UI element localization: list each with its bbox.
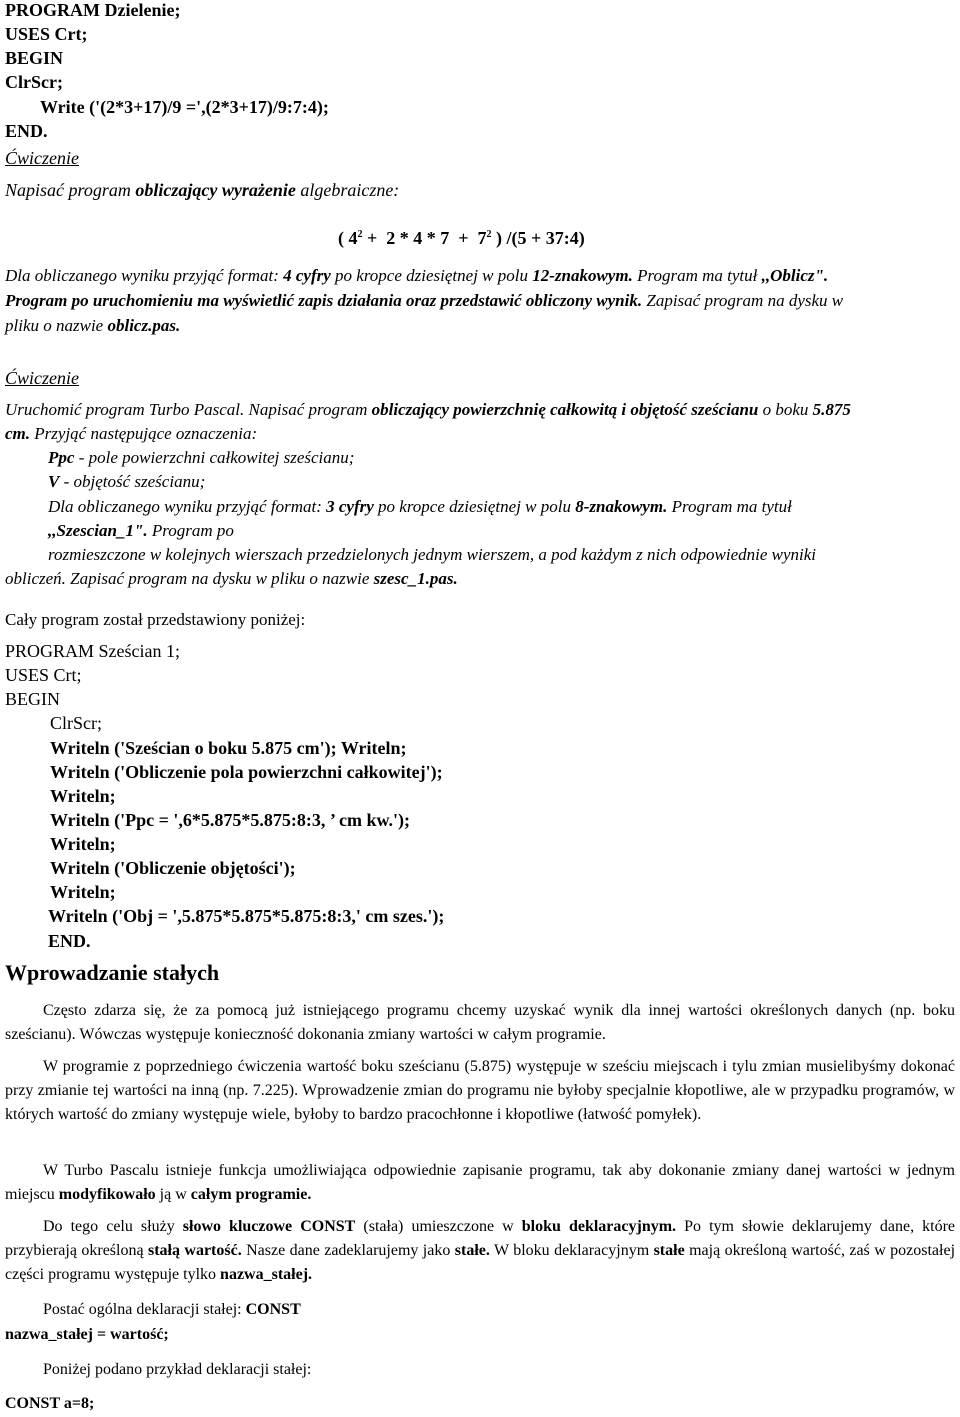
exercise-text: Uruchomić program Turbo Pascal. Napisać program obliczający powierzchnię całkowitą i objętość sześcianu o boku 5.875 [5,400,851,419]
example-intro: Poniżej podano przykład deklaracji stałej: [43,1361,312,1378]
example-code: CONST a=8; [5,1395,95,1412]
code-line: Write ('(2*3+17)/9 =',(2*3+17)/9:7:4); [40,97,329,117]
section-heading: Wprowadzanie stałych [5,960,220,985]
code-line: Writeln ('Ppc = ',6*5.875*5.875:8:3, ’ cm kw.'); [50,810,411,830]
code-line: PROGRAM Sześcian 1; [5,641,180,661]
program-intro: Cały program został przedstawiony poniżej: [5,610,306,629]
code-line: END. [5,121,48,141]
code-line: USES Crt; [5,24,88,44]
code-line: BEGIN [5,48,64,68]
exercise-text: ,,Szescian_1". Program po [48,521,234,540]
code-line: END. [48,931,91,951]
paragraph: W programie z poprzedniego ćwiczenia wartość boku sześcianu (5.875) występuje w sześciu miejscach i tylu zmian musielibyśmy dokonać przy zmianie tej wartości na inną (np. 7.225). Wprowadzenie zmian do programu nie byłoby specjalnie kłopotliwe, ale w przypadku programów, w których wartość do zmiany występuje wiele, byłoby to bardzo pracochłonne i kłopotliwe (łatwość pomyłek). [5,1058,955,1123]
exercise-text: Program po uruchomieniu ma wyświetlić zapis działania oraz przedstawić obliczony wynik. Zapisać program na dysku w [5,291,844,310]
declaration-syntax: nazwa_stałej = wartość; [5,1326,169,1343]
code-line: Writeln; [50,786,116,806]
paragraph: Często zdarza się, że za pomocą już istniejącego programu chcemy uzyskać wynik dla innej wartości określonych danych (np. boku sześcianu). Wówczas występuje konieczność dokonania zmiany wartości w całym programie. [5,1002,955,1043]
exercise-text: Dla obliczanego wyniku przyjąć format: 3 cyfry po kropce dziesiętnej w polu 8-znakowym. Program ma tytuł [48,497,792,516]
exercise-text: V - objętość sześcianu; [48,472,206,491]
code-line: Writeln ('Obliczenie pola powierzchni całkowitej'); [50,762,443,782]
paragraph: W Turbo Pascalu istnieje funkcja umożliwiająca odpowiednie zapisanie programu, tak aby dokonanie zmiany danej wartości w jednym miejscu modyfikowało ją w całym programie. [5,1162,955,1203]
code-line: PROGRAM Dzielenie; [5,0,181,20]
code-line: Writeln ('Sześcian o boku 5.875 cm'); Writeln; [50,738,407,758]
code-line: ClrScr; [50,713,102,733]
exercise-text: cm. Przyjąć następujące oznaczenia: [5,424,258,443]
exercise-text: obliczeń. Zapisać program na dysku w pliku o nazwie szesc_1.pas. [5,569,458,588]
exercise-heading: Ćwiczenie [5,148,79,168]
code-line: Writeln; [50,834,116,854]
declaration-text: Postać ogólna deklaracji stałej: CONST [43,1301,301,1318]
code-line: USES Crt; [5,665,82,685]
exercise-text: pliku o nazwie oblicz.pas. [5,316,181,335]
exercise-intro: Napisać program obliczający wyrażenie algebraiczne: [5,180,400,200]
code-line: BEGIN [5,689,60,709]
code-line: Writeln; [50,882,116,902]
code-line: Writeln ('Obj = ',5.875*5.875*5.875:8:3,' cm szes.'); [48,906,445,926]
exercise-text: Dla obliczanego wyniku przyjąć format: 4 cyfry po kropce dziesiętnej w polu 12-znakowym. Program ma tytuł ,,Oblicz". [5,266,829,285]
formula: ( $4^2 + 2 * 4 * 7 + 7^2$ ) /(5 + 37:4) [338,228,585,248]
exercise-text: rozmieszczone w kolejnych wierszach przedzielonych jednym wierszem, a pod każdym z nich odpowiednie wyniki [48,545,817,564]
paragraph: Do tego celu służy słowo kluczowe CONST (stała) umieszczone w bloku deklaracyjnym. Po tym słowie deklarujemy dane, które przybierają określoną stałą wartość. Nasze dane zadeklarujemy jako stałe. W bloku deklaracyjnym stałe mają określoną wartość, zaś w pozostałej części programu występuje tylko nazwa_stałej. [5,1218,956,1283]
code-line: Writeln ('Obliczenie objętości'); [50,858,296,878]
code-line: ClrScr; [5,72,63,92]
exercise-text: Ppc - pole powierzchni całkowitej sześcianu; [48,448,355,467]
exercise-heading: Ćwiczenie [5,368,79,388]
